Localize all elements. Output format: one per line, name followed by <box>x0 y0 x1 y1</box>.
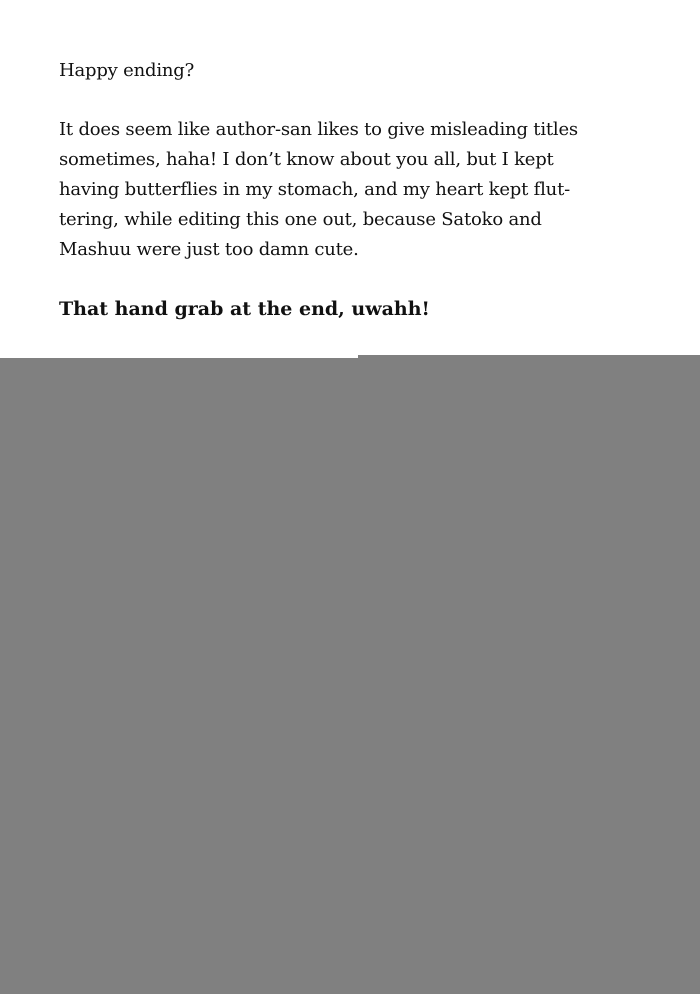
redaction-overlay <box>0 358 700 994</box>
paragraph-author-titles <box>59 115 578 265</box>
paragraph-line-4: tering, while editing this one out, because Satoko and <box>59 209 542 230</box>
paragraph-line-3: having butterflies in my stomach, and my heart kept flut- <box>59 179 570 200</box>
bold-heading: That hand grab at the end, uwahh! <box>59 298 430 320</box>
paragraph-line-5: Mashuu were just too damn cute. <box>59 239 359 260</box>
paragraph-happy-ending <box>59 56 499 86</box>
paragraph-line: Happy ending? <box>59 60 195 81</box>
paragraph-line-1: It does seem like author-san likes to give misleading titles <box>59 119 578 140</box>
paragraph-line-2: sometimes, haha! I don’t know about you all, but I kept <box>59 149 554 170</box>
